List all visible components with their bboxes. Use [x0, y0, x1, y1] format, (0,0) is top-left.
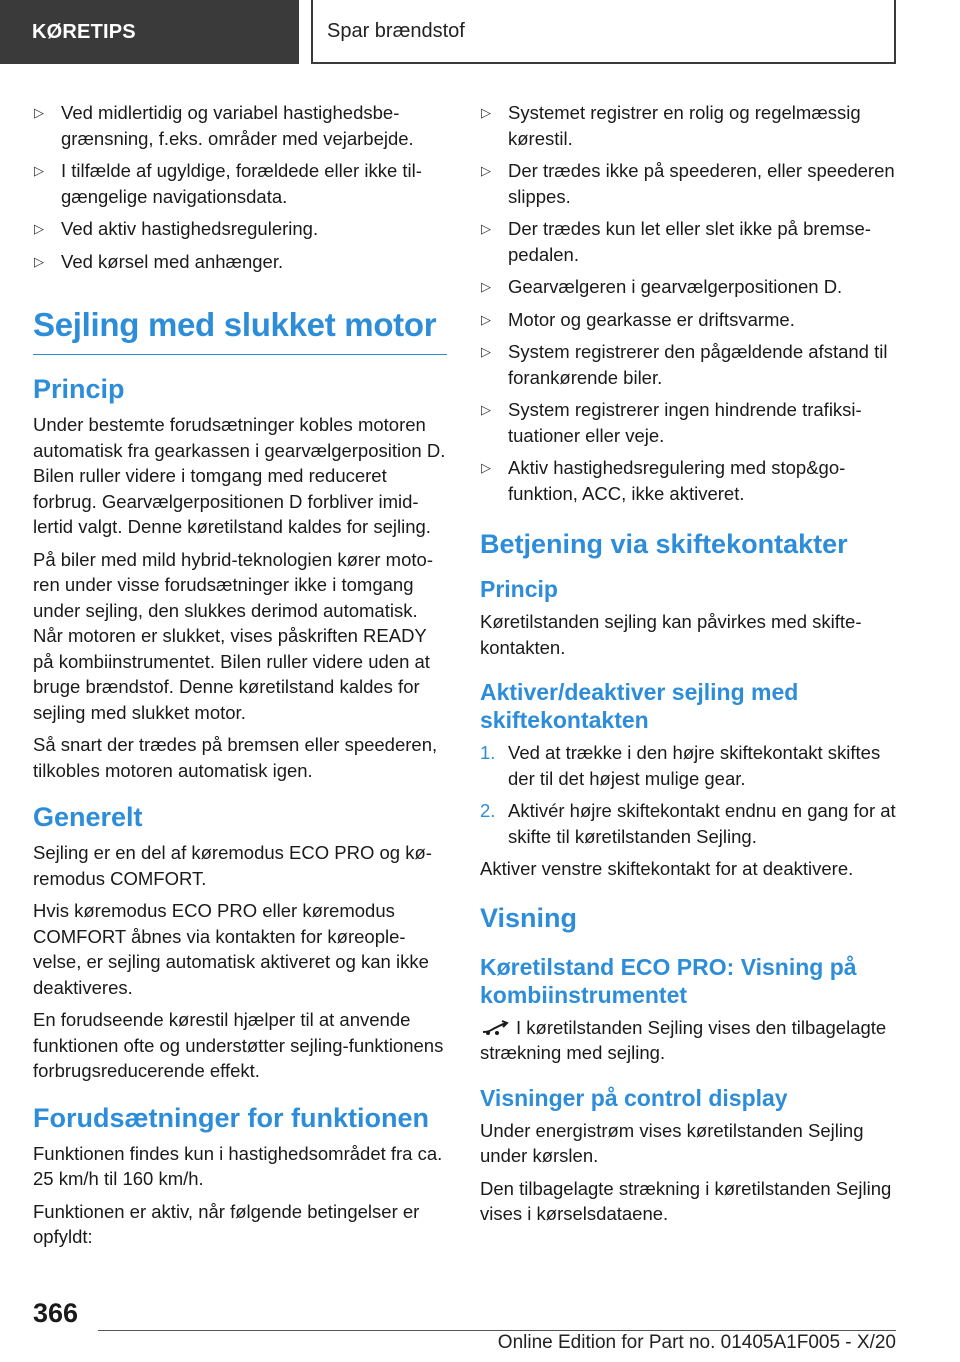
list-item: ▷ Gearvælgeren i gearvælgerpositionen D. [480, 274, 896, 300]
steps-list [480, 740, 896, 849]
page-header [0, 0, 960, 66]
forudsaetninger-heading: Forudsætninger for funktionen [33, 1102, 429, 1133]
step-number: 2. [480, 800, 496, 821]
visning-heading: Visning [480, 902, 578, 933]
triangle-bullet-icon: ▷ [34, 221, 44, 236]
main-section-title: Sejling med slukket motor [33, 306, 447, 355]
triangle-bullet-icon: ▷ [481, 402, 491, 417]
list-item: ▷ I tilfælde af ugyldige, forældede eller ikke tilgængelige navigationsdata. [34, 160, 422, 207]
triangle-bullet-icon: ▷ [481, 105, 491, 120]
aktiver-heading: Aktiver/deaktiver sejling med skiftekontakten [480, 679, 799, 733]
step-number: 1. [480, 742, 496, 763]
intro-bullet-list [33, 100, 447, 274]
conditions-bullet-list [480, 100, 896, 506]
list-item: ▷ Systemet registrer en rolig og regelmæssig kørestil. [481, 102, 861, 149]
list-item: ▷ Aktiv hastighedsregulering med stop&go-funktion, ACC, ikke aktiveret. [481, 457, 846, 504]
page-number: 366 [33, 1298, 79, 1328]
list-item: ▷ System registrerer ingen hindrende trafiksituationer eller veje. [481, 399, 862, 446]
paragraph: Under bestemte forudsætninger kobles motoren automatisk fra gearkassen i gearvælgerposition D. Bilen ruller videre i tomgang med reduceret forbrug. Gearvælgerpositionen D forbliver imidlertid valgt. Denne køretilstand kaldes for sejling. [33, 414, 446, 537]
paragraph: Sejling er en del af køremodus ECO PRO og køremodus COMFORT. [33, 842, 432, 889]
generelt-heading: Generelt [33, 802, 143, 832]
paragraph: En forudseende kørestil hjælper til at anvende funktionen ofte og understøtter sejling-funktionens forbrugsreducerende effekt. [33, 1009, 444, 1081]
eco-heading: Køretilstand ECO PRO: Visning på kombiinstrumentet [480, 953, 857, 1008]
edition-text: Online Edition for Part no. 01405A1F005 - X/20 [497, 1332, 896, 1353]
paragraph: Under energistrøm vises køretilstanden Sejling under kørslen. [480, 1119, 864, 1166]
list-item: 1. Ved at trække i den højre skiftekontakt skiftes der til det højest mulige gear. [480, 742, 881, 789]
footer-divider [98, 1330, 896, 1331]
triangle-bullet-icon: ▷ [481, 344, 491, 359]
betjening-heading: Betjening via skiftekontakter [480, 529, 848, 559]
sailing-mode-icon [480, 1018, 510, 1036]
section-tab: KØRETIPS [0, 0, 299, 64]
betjening-princip-heading: Princip [480, 576, 558, 602]
list-item: ▷ Motor og gearkasse er driftsvarme. [480, 307, 896, 333]
list-item: ▷ Ved midlertidig og variabel hastighedsbegrænsning, f.eks. områder med vejarbejde. [34, 102, 414, 149]
princip-heading: Princip [33, 374, 125, 404]
triangle-bullet-icon: ▷ [481, 311, 491, 327]
control-display-heading: Visninger på control display [480, 1084, 788, 1111]
paragraph: På biler med mild hybrid-teknologien kører motoren under visse forudsætninger ikke i tomgang under sejling, den slukkes derimod automatisk. Når motoren er slukket, vises påskriften READY på kombiinstrumentet. Bilen ruller videre uden at bruge brændstof. Denne køretilstand kaldes for sejling med slukket motor. [33, 548, 433, 723]
triangle-bullet-icon: ▷ [34, 253, 44, 269]
list-item: 2. Aktivér højre skiftekontakt endnu en gang for at skifte til køretilstanden Sejling. [480, 800, 896, 847]
triangle-bullet-icon: ▷ [34, 163, 44, 178]
triangle-bullet-icon: ▷ [481, 460, 491, 475]
paragraph: Køretilstanden sejling kan påvirkes med skiftekontakten. [480, 611, 862, 658]
triangle-bullet-icon: ▷ [34, 105, 44, 120]
list-item: ▷ Ved kørsel med anhænger. [33, 249, 447, 275]
triangle-bullet-icon: ▷ [481, 279, 491, 294]
left-column [33, 100, 447, 1257]
list-item: ▷ Ved aktiv hastighedsregulering. [33, 216, 447, 242]
paragraph: Aktiver venstre skiftekontakt for at deaktivere. [480, 858, 854, 879]
list-item: ▷ Der trædes kun let eller slet ikke på bremsepedalen. [481, 218, 871, 265]
paragraph: Så snart der trædes på bremsen eller speederen, tilkobles motoren automatisk igen. [33, 734, 438, 781]
paragraph: Funktionen findes kun i hastighedsområdet fra ca. 25 km/h til 160 km/h. [33, 1142, 443, 1189]
right-column [480, 100, 896, 1234]
paragraph: Funktionen er aktiv, når følgende betingelser er opfyldt: [33, 1200, 420, 1247]
triangle-bullet-icon: ▷ [481, 163, 491, 178]
list-item: ▷ Der trædes ikke på speederen, eller speederen slippes. [481, 160, 895, 207]
chapter-title: Spar brændstof [311, 0, 896, 64]
paragraph: Hvis køremodus ECO PRO eller køremodus COMFORT åbnes via kontakten for køreoplevelse, er sejling automatisk aktiveret og kan ikke deaktiveres. [33, 900, 429, 998]
list-item: ▷ System registrerer den pågældende afstand til forankørende biler. [481, 341, 888, 388]
paragraph: I køretilstanden Sejling vises den tilbagelagte strækning med sejling. [480, 1016, 887, 1063]
triangle-bullet-icon: ▷ [481, 221, 491, 236]
paragraph: Den tilbagelagte strækning i køretilstanden Sejling vises i kørselsdataene. [480, 1177, 892, 1224]
